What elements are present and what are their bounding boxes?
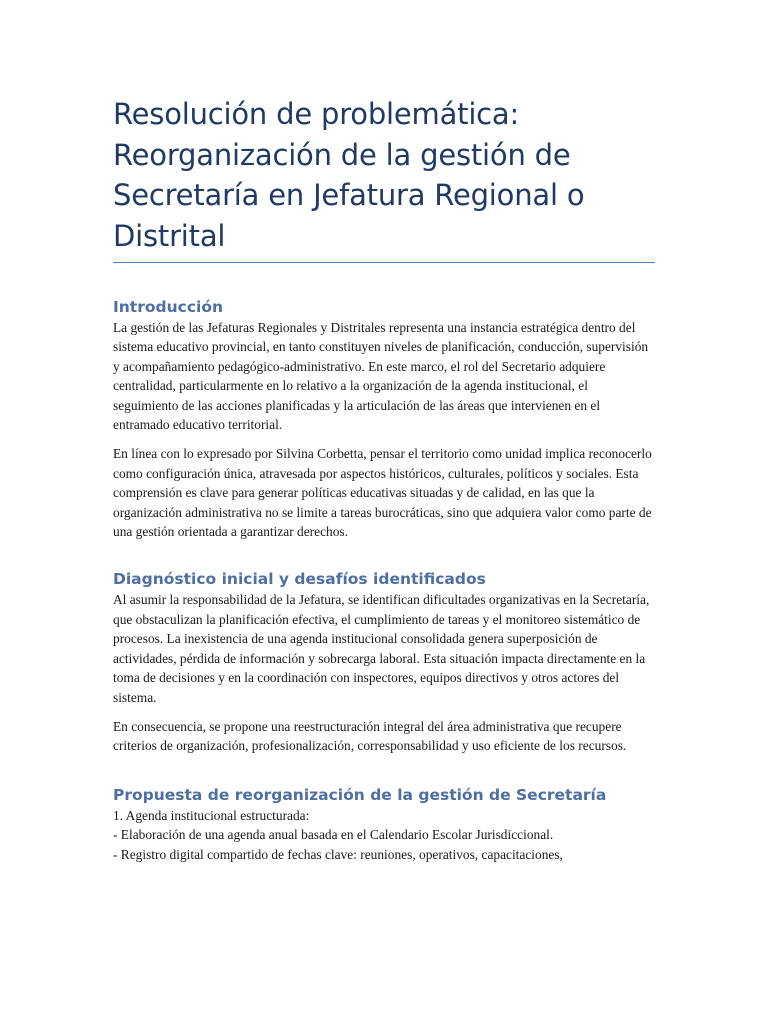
list-item: 1. Agenda institucional estructurada: [113, 807, 310, 823]
section-introduccion [113, 296, 655, 541]
section-diagnostico [113, 568, 655, 755]
document-title: Resolución de problemática: Reorganización de la gestión de Secretaría en Jefatura Regional o Distrital [113, 97, 585, 253]
paragraph: En consecuencia, se propone una reestructuración integral del área administrativa que recupere criterios de organización, profesionalización, corresponsabilidad y uso eficiente de los recursos. [113, 718, 627, 754]
list-item: - Elaboración de una agenda anual basada en el Calendario Escolar Jurisdiccional. [113, 827, 554, 843]
paragraph: La gestión de las Jefaturas Regionales y Distritales representa una instancia estratégica dentro del sistema educativo provincial, en tanto constituyen niveles de planificación, conducción, supervisión y acompañamiento pedagógico-administrativo. En este marco, el rol del Secretario adquiere centralidad, particularmente en lo relativo a la organización de la agenda institucional, el seguimiento de las acciones planificadas y la articulación de las áreas que intervienen en el entramado educativo territorial. [113, 320, 649, 433]
section-propuesta [113, 784, 655, 864]
section-heading: Diagnóstico inicial y desafíos identificados [113, 570, 486, 589]
section-heading: Introducción [113, 298, 224, 316]
list-item: - Registro digital compartido de fechas clave: reuniones, operativos, capacitaciones, [113, 846, 563, 862]
section-heading: Propuesta de reorganización de la gestión de Secretaría [113, 785, 607, 804]
paragraph: En línea con lo expresado por Silvina Corbetta, pensar el territorio como unidad implica reconocerlo como configuración única, atravesada por aspectos históricos, culturales, políticos y sociales. Esta comprensión es clave para generar políticas educativas situadas y de calidad, en las que la organización administrativa no se limite a tareas burocráticas, sino que adquiera valor como parte de una gestión orientada a garantizar derechos. [113, 446, 652, 540]
title-divider [113, 262, 655, 263]
paragraph: Al asumir la responsabilidad de la Jefatura, se identifican dificultades organizativas en la Secretaría, que obstaculizan la planificación efectiva, el cumplimiento de tareas y el monitoreo sistemático de procesos. La inexistencia de una agenda institucional consolidada genera superposición de actividades, pérdida de información y sobrecarga laboral. Esta situación impacta directamente en la toma de decisiones y en la coordinación con inspectores, equipos directivos y otros actores del sistema. [113, 592, 650, 705]
